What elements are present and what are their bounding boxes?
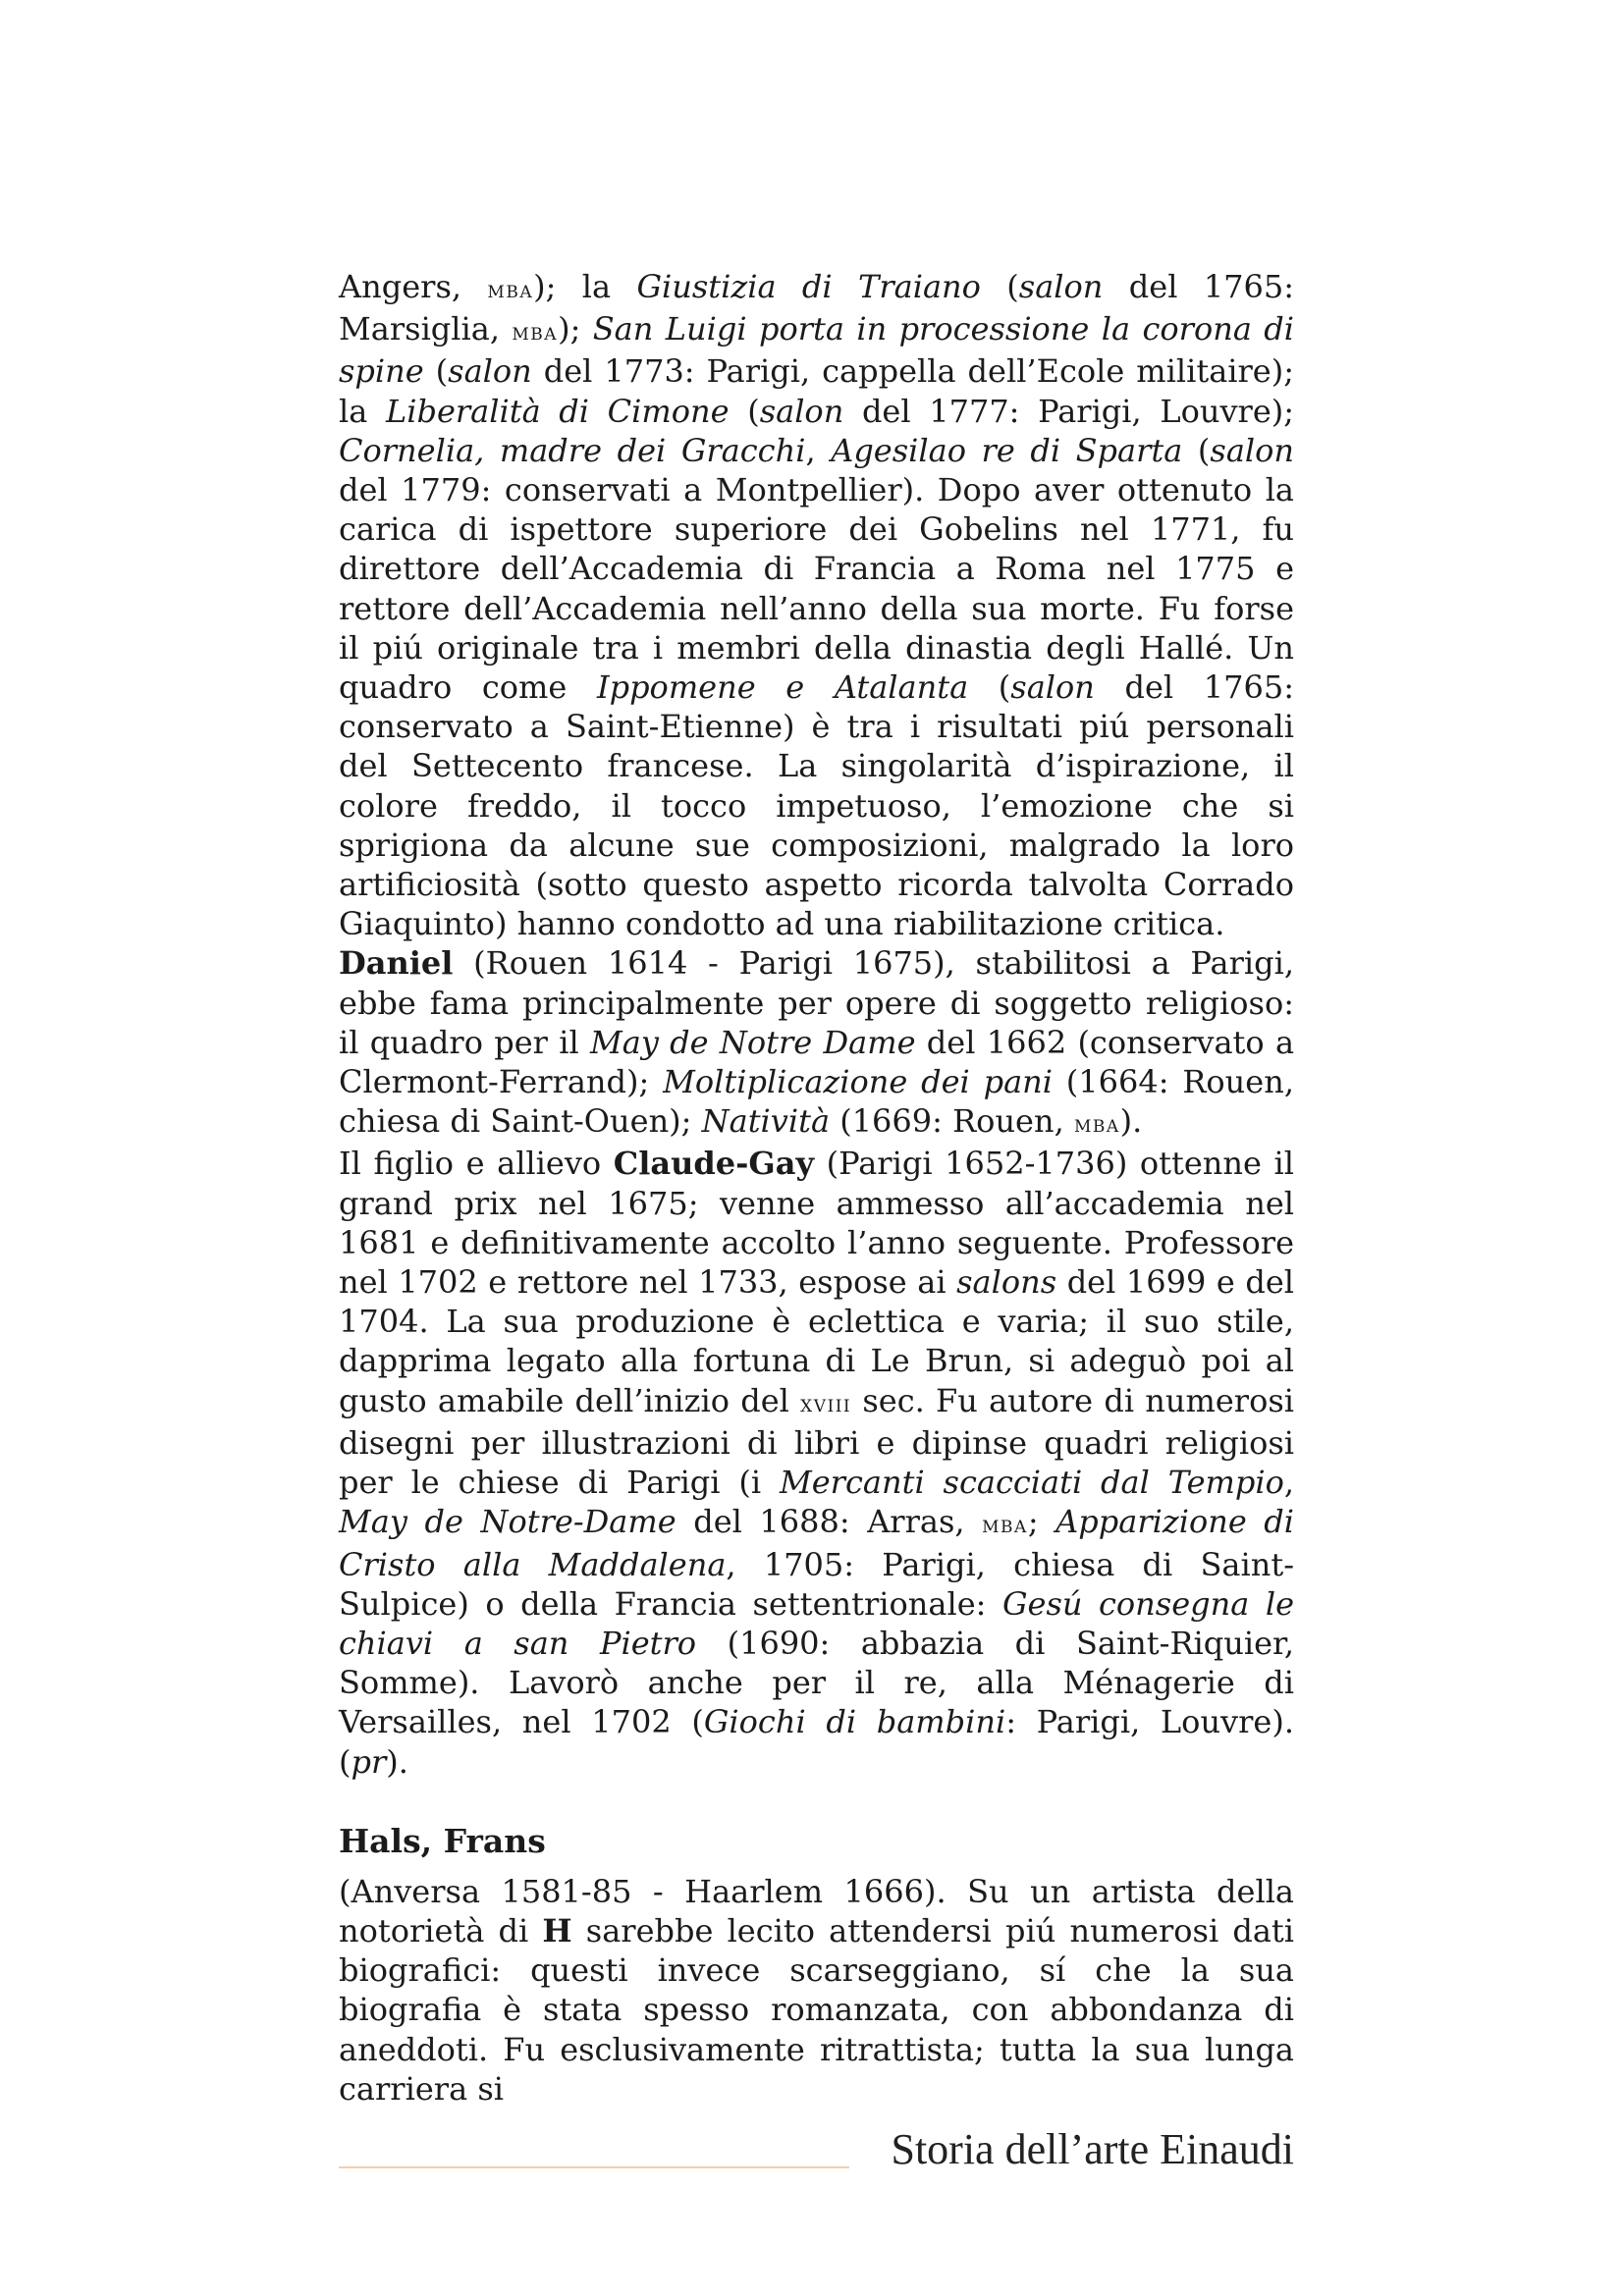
artwork-title: Apparizione di Cristo alla Maddalena — [339, 1503, 1295, 1583]
artwork-title: Liberalità di Cimone — [385, 392, 730, 430]
artwork-title: Moltiplicazione dei pani — [663, 1063, 1053, 1101]
author-initials: pr — [351, 1742, 387, 1781]
artwork-title: Gesú consegna le chiavi a san Pietro — [339, 1584, 1295, 1662]
roman-numeral: xviii — [800, 1388, 852, 1417]
artwork-title: Ippomene e Atalanta — [596, 668, 969, 707]
artwork-title: Mercanti scacciati dal Tempio — [779, 1464, 1284, 1502]
entry-daniel: Daniel (Rouen 1614 - Parigi 1675), stabilitosi a Parigi, ebbe fama principalmente per opere di soggetto religioso: il quadro per il May de Notre Dame del 1662 (conservato a Clermont-Ferrand); Moltiplicazione dei pani (1664: Rouen, chiesa di Saint-Ouen); Natività (1669: Rouen, mba). — [339, 944, 1295, 1141]
artwork-title: Agesilao re di Sparta — [831, 431, 1183, 469]
abbreviation: mba — [487, 275, 534, 303]
artwork-title: May de Notre-Dame — [339, 1503, 676, 1541]
page-body — [339, 267, 1294, 2109]
artist-initial: H — [542, 1911, 572, 1949]
halle-continuation-paragraph: Angers, mba); la Giustizia di Traiano (salon del 1765: Marsiglia, mba); San Luigi porta in processione la corona di spine (salon del 1773: Parigi, cappella dell’Ecole militaire); la Liberalità di Cimone (salon del 1777: Parigi, Louvre); Cornelia, madre dei Gracchi, Agesilao re di Sparta (salon del 1779: conservati a Montpellier). Dopo aver ottenuto la carica di ispettore superiore dei Gobelins nel 1771, fu direttore dell’Accademia di Francia a Roma nel 1775 e rettore dell’Accademia nell’anno della sua morte. Fu forse il piú originale tra i membri della dinastia degli Hallé. Un quadro come Ippomene e Atalanta (salon del 1765: conservato a Saint-Etienne) è tra i risultati piú personali del Settecento francese. La singolarità d’ispirazione, il colore freddo, il tocco impetuoso, l’emozione che si sprigiona da alcune sue composizioni, malgrado la loro artificiosità (sotto questo aspetto ricorda talvolta Corrado Giaquinto) hanno condotto ad una riabilitazione critica. — [339, 268, 1295, 943]
entry-claude-gay: Il figlio e allievo Claude-Gay (Parigi 1652-1736) ottenne il grand prix nel 1675; venne ammesso all’accademia nel 1681 e definitivamente accolto l’anno seguente. Professore nel 1702 e rettore nel 1733, espose ai salons del 1699 e del 1704. La sua produzione è eclettica e varia; il suo stile, dapprima legato alla fortuna di Le Brun, si adeguò poi al gusto amabile dell’inizio del xviii sec. Fu autore di numerosi disegni per illustrazioni di libri e dipinse quadri religiosi per le chiese di Parigi (i Mercanti scacciati dal Tempio, May de Notre-Dame del 1688: Arras, mba; Apparizione di Cristo alla Maddalena, 1705: Parigi, chiesa di Saint-Sulpice) o della Francia settentrionale: Gesú consegna le chiavi a san Pietro (1690: abbazia di Saint-Riquier, Somme). Lavorò anche per il re, alla Ménagerie di Versailles, nel 1702 (Giochi di bambini: Parigi, Louvre). (pr). — [339, 1145, 1295, 1781]
page-footer — [339, 2120, 1294, 2179]
artwork-title: Cornelia, madre dei Gracchi — [339, 431, 806, 469]
artist-name: Daniel — [339, 944, 454, 983]
artwork-title: San Luigi porta in processione la corona di spine — [339, 310, 1295, 391]
artwork-title: Giustizia di Traiano — [636, 268, 981, 305]
abbreviation: mba — [982, 1510, 1028, 1539]
footer-title: Storia dell’arte Einaudi — [891, 2125, 1294, 2173]
abbreviation: mba — [512, 317, 559, 347]
artwork-title: Natività — [701, 1102, 831, 1141]
entry-heading-hals: Hals, Frans — [339, 1821, 546, 1860]
artwork-title: Giochi di bambini — [703, 1703, 1006, 1741]
artist-name: Claude-Gay — [613, 1145, 815, 1183]
abbreviation: mba — [1073, 1109, 1120, 1139]
artwork-title: May de Notre Dame — [589, 1023, 916, 1061]
footer-rule — [339, 2166, 849, 2168]
entry-hals: (Anversa 1581-85 - Haarlem 1666). Su un artista della notorietà di H sarebbe lecito attendersi piú numerosi dati biografici: questi invece scarseggiano, sí che la sua biografia è stata spesso romanzata, con abbondanza di aneddoti. Fu esclusivamente ritrattista; tutta la sua lunga carriera si — [339, 1872, 1294, 2108]
